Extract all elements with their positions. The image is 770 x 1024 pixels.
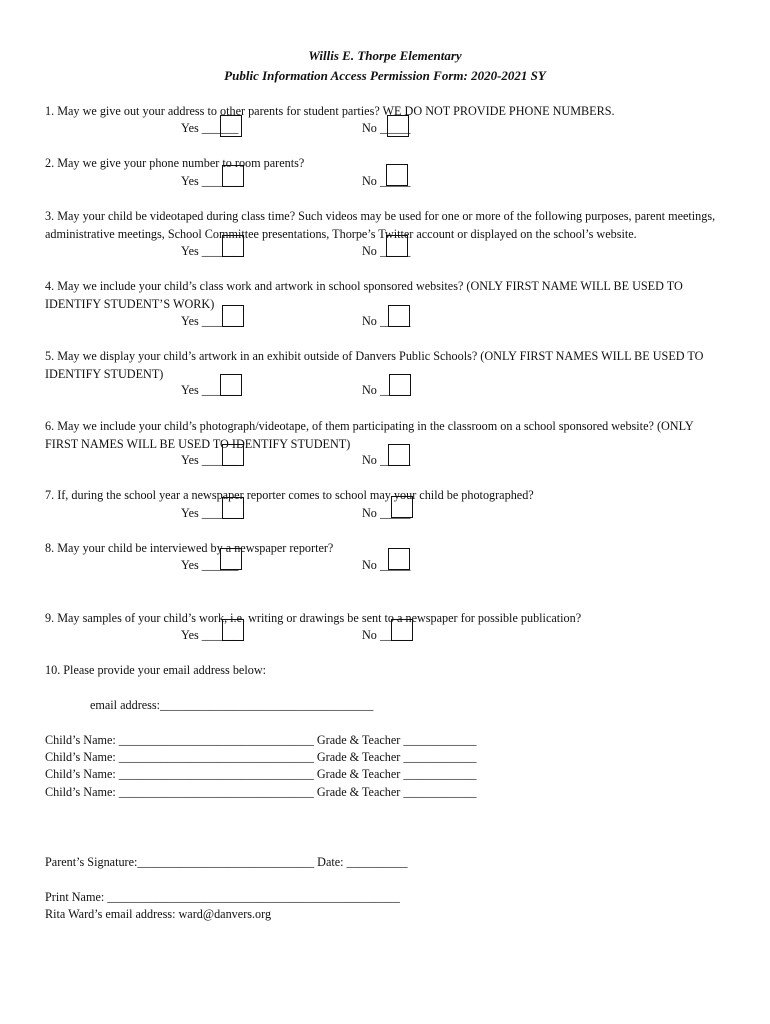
yes-label: Yes ______ bbox=[181, 628, 239, 642]
no-label: No _____ bbox=[362, 628, 411, 642]
no-checkbox[interactable] bbox=[391, 496, 413, 518]
no-label: No _____ bbox=[362, 121, 411, 135]
question-9-text: 9. May samples of your child’s work, i.e. writing or drawings be sent to a newspaper for possible publication? bbox=[45, 611, 582, 625]
yes-checkbox[interactable] bbox=[220, 374, 242, 396]
question-3-text: 3. May your child be videotaped during class time? Such videos may be used for one or more of the following purposes, parent meetings, administrative meetings, School Committee presentations, Thorpe’s Twitter account or displayed on the school’s website. bbox=[45, 209, 716, 241]
yes-checkbox[interactable] bbox=[220, 548, 242, 570]
yes-label: Yes ______ bbox=[181, 453, 239, 467]
question-1-text: 1. May we give out your address to other parents for student parties? WE DO NOT PROVIDE PHONE NUMBERS. bbox=[45, 104, 615, 118]
no-label: No _____ bbox=[362, 453, 411, 467]
no-label: No _____ bbox=[362, 174, 411, 188]
yes-label: Yes ______ bbox=[181, 244, 239, 258]
question-8-text: 8. May your child be interviewed by a newspaper reporter? bbox=[45, 541, 334, 555]
contact-email: Rita Ward’s email address: ward@danvers.org bbox=[45, 907, 272, 921]
no-label: No _____ bbox=[362, 506, 411, 520]
child-row-2[interactable]: Child’s Name: ________________________________ Grade & Teacher ____________ bbox=[45, 750, 477, 764]
email-field[interactable]: email address:___________________________________ bbox=[90, 698, 374, 712]
no-checkbox[interactable] bbox=[388, 444, 410, 466]
yes-checkbox[interactable] bbox=[220, 115, 242, 137]
school-name: Willis E. Thorpe Elementary bbox=[308, 48, 462, 63]
yes-checkbox[interactable] bbox=[222, 305, 244, 327]
print-name-line[interactable]: Print Name: ________________________________________________ bbox=[45, 890, 400, 904]
child-row-1[interactable]: Child’s Name: ________________________________ Grade & Teacher ____________ bbox=[45, 733, 477, 747]
child-row-4[interactable]: Child’s Name: ________________________________ Grade & Teacher ____________ bbox=[45, 785, 477, 799]
yes-label: Yes ______ bbox=[181, 174, 239, 188]
yes-checkbox[interactable] bbox=[222, 497, 244, 519]
yes-label: Yes ______ bbox=[181, 314, 239, 328]
question-10-text: 10. Please provide your email address below: bbox=[45, 663, 267, 677]
no-checkbox[interactable] bbox=[386, 164, 408, 186]
child-row-3[interactable]: Child’s Name: ________________________________ Grade & Teacher ____________ bbox=[45, 767, 477, 781]
no-checkbox[interactable] bbox=[387, 115, 409, 137]
yes-checkbox[interactable] bbox=[222, 444, 244, 466]
no-label: No _____ bbox=[362, 383, 411, 397]
no-checkbox[interactable] bbox=[386, 235, 408, 257]
form-title: Public Information Access Permission Form: 2020-2021 SY bbox=[224, 68, 546, 83]
yes-label: Yes ______ bbox=[181, 506, 239, 520]
yes-label: Yes ______ bbox=[181, 121, 239, 135]
no-label: No _____ bbox=[362, 244, 411, 258]
yes-checkbox[interactable] bbox=[222, 235, 244, 257]
no-checkbox[interactable] bbox=[391, 619, 413, 641]
no-checkbox[interactable] bbox=[389, 374, 411, 396]
question-5-text: 5. May we display your child’s artwork in an exhibit outside of Danvers Public Schools? (ONLY FIRST NAMES WILL BE USED TO IDENTIFY STUDENT) bbox=[45, 349, 704, 381]
question-4-text: 4. May we include your child’s class work and artwork in school sponsored websites? (ONLY FIRST NAME WILL BE USED TO IDENTIFY STUDENT’S WORK) bbox=[45, 279, 683, 311]
no-label: No _____ bbox=[362, 314, 411, 328]
yes-label: Yes ______ bbox=[181, 383, 239, 397]
signature-line[interactable]: Parent’s Signature:_____________________________ Date: __________ bbox=[45, 855, 408, 869]
no-checkbox[interactable] bbox=[388, 548, 410, 570]
question-6-text: 6. May we include your child’s photograph/videotape, of them participating in the classroom on a school sponsored website? (ONLY FIRST NAMES WILL BE USED TO IDENTIFY STUDENT) bbox=[45, 419, 694, 451]
question-7-text: 7. If, during the school year a newspaper reporter comes to school may your child be photographed? bbox=[45, 488, 534, 502]
yes-checkbox[interactable] bbox=[222, 619, 244, 641]
no-label: No _____ bbox=[362, 558, 411, 572]
no-checkbox[interactable] bbox=[388, 305, 410, 327]
question-2-text: 2. May we give your phone number to room parents? bbox=[45, 156, 305, 170]
yes-label: Yes ______ bbox=[181, 558, 239, 572]
yes-checkbox[interactable] bbox=[222, 165, 244, 187]
